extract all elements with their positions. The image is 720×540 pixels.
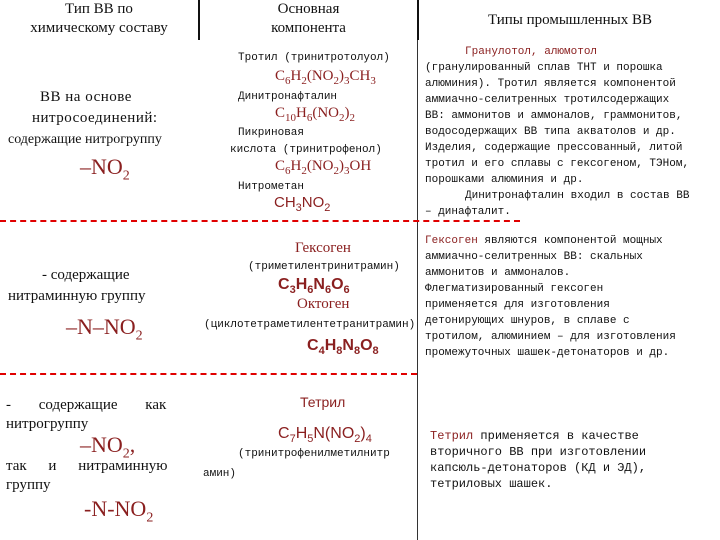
row3-right-lead: Тетрил bbox=[430, 429, 474, 443]
row3-left-group2 bbox=[84, 496, 153, 526]
row2-right-line-3: Флегматизированный гексоген bbox=[425, 283, 604, 295]
header-industrial-types: Типы промышленных ВВ bbox=[487, 12, 653, 28]
row2-group-text: –N–NO bbox=[66, 314, 136, 339]
row1-right-line-6: Изделия, содержащие прессованный, литой bbox=[425, 142, 683, 154]
row1-left-subtitle: содержащие нитрогруппу bbox=[8, 132, 162, 147]
row2-right-line-4: применяется для изготовления bbox=[425, 299, 610, 311]
row2-right-line-6: тротилом, алюминием – для изготовления bbox=[425, 331, 676, 343]
row1-mid-formula-3: $CH_3NO_2$ bbox=[274, 194, 331, 214]
header-col2-line2: компонента bbox=[271, 20, 346, 36]
row2-group-sub: 2 bbox=[135, 328, 143, 344]
row1-mid-formula-0: $C_6H_2(NO_2)_3CH_3$ bbox=[275, 68, 376, 87]
row2-right-line-0-wrap bbox=[425, 233, 712, 249]
row3-right-line-0-wrap bbox=[430, 428, 710, 444]
row1-right-line-1: (гранулированный сплав ТНТ и порошка bbox=[425, 62, 663, 74]
row1-mid-name-2: Пикриновая bbox=[238, 127, 305, 139]
row3-mid-desc: (тринитрофенилметилнитр bbox=[238, 448, 390, 460]
row2-left-subtitle bbox=[8, 265, 146, 307]
row1-mid-formula-2: $C_6H_2(NO_2)_3OH$ bbox=[275, 158, 372, 177]
row1-mid-name-1: Динитронафталин bbox=[238, 91, 338, 103]
row3-mid-desc2: амин) bbox=[203, 468, 237, 480]
row3-right-line-0: применяется в качестве bbox=[480, 429, 639, 443]
row1-left-title bbox=[32, 87, 158, 129]
row2-mid-formula-1: $C_4H_8N_8O_8$ bbox=[307, 337, 379, 358]
row1-left-title-line2: нитросоединений: bbox=[32, 110, 158, 126]
row1-right-line-9: Динитронафталин входил в состав ВВ bbox=[465, 190, 690, 202]
row1-group-sub: 2 bbox=[122, 168, 130, 184]
row3-mid-name: Тетрил bbox=[300, 394, 346, 410]
header-col1-line2: химическому составу bbox=[30, 20, 168, 36]
row3-mid-formula: $C_7H_5N(NO_2)_4$ bbox=[278, 425, 372, 446]
row2-right-lead: Гексоген bbox=[425, 235, 478, 247]
row1-left-group bbox=[80, 154, 130, 184]
row1-right-line-8: порошками алюминия и др. bbox=[425, 174, 584, 186]
row2-left-sub-line2: нитраминную группу bbox=[8, 288, 146, 304]
row1-mid-name-2b: кислота (тринитрофенол) bbox=[230, 144, 382, 156]
row3-right-line-3: тетриловых шашек. bbox=[430, 477, 553, 491]
row3-group-sub: 2 bbox=[122, 446, 130, 462]
header-type-by-composition bbox=[0, 0, 198, 38]
row2-right-text bbox=[425, 233, 712, 361]
row1-right-line-10: – динафталит. bbox=[425, 206, 511, 218]
row1-right-line-0: Гранулотол, алюмотол bbox=[465, 46, 598, 58]
row3-right-text bbox=[430, 428, 710, 492]
row2-right-line-0: являются компонентой мощных bbox=[484, 235, 663, 247]
row-divider-right bbox=[417, 40, 418, 540]
row-divider-1 bbox=[0, 220, 520, 222]
row3-left-sub-line2: нитрогруппу bbox=[6, 416, 89, 432]
row2-mid-name-0: Гексоген bbox=[295, 240, 351, 256]
row2-mid-formula-0: $C_3H_6N_6O_6$ bbox=[278, 276, 350, 297]
row3-group-text: –NO bbox=[80, 432, 123, 457]
row3-right-line-2: капсюль-детонаторов (КД и ЭД), bbox=[430, 461, 647, 475]
row2-mid-desc-0: (триметилентринитрамин) bbox=[248, 261, 400, 273]
header-main-component bbox=[200, 0, 417, 38]
row2-left-sub-line1: - содержащие bbox=[42, 267, 130, 283]
row1-right-line-2: алюминия). Тротил является компонентой bbox=[425, 78, 676, 90]
row1-right-line-7: тротил и его сплавы с гексогеном, ТЭНом, bbox=[425, 158, 690, 170]
header-col2-line1: Основная bbox=[277, 1, 340, 17]
row3-left-subtitle bbox=[6, 396, 194, 434]
row1-right-line-3: аммиачно-селитренных тротилсодержащих bbox=[425, 94, 670, 106]
row2-right-line-1: аммиачно-селитренных ВВ: скальных bbox=[425, 251, 643, 263]
row1-mid-name-0: Тротил (тринитротолуол) bbox=[238, 52, 390, 64]
row3-right-line-1: вторичного ВВ при изготовлении bbox=[430, 445, 647, 459]
row1-group-text: –NO bbox=[80, 154, 123, 179]
row3-left-sub-line1: - содержащие как bbox=[6, 397, 167, 413]
row3-group2-text: -N-NO bbox=[84, 496, 147, 521]
row1-right-line-5: водосодержащих ВВ типа акватолов и др. bbox=[425, 126, 676, 138]
row2-mid-name-1: Октоген bbox=[297, 296, 350, 312]
row1-mid-formula-1: $C_{10}H_6(NO_2)_2$ bbox=[275, 105, 356, 124]
row2-mid-desc-1: (циклотетраметилентетранитрамин) bbox=[204, 319, 416, 331]
header-divider-right bbox=[417, 0, 419, 40]
row1-left-title-line1: ВВ на основе bbox=[40, 89, 132, 105]
row3-left-sub2-line2: группу bbox=[6, 477, 51, 493]
row3-group-comma: , bbox=[129, 432, 136, 457]
row2-right-line-5: детонирующих шнуров, в сплаве с bbox=[425, 315, 630, 327]
row2-left-group bbox=[66, 314, 143, 344]
row1-right-text bbox=[425, 44, 712, 220]
row2-right-line-7: промежуточных шашек-детонаторов и др. bbox=[425, 347, 670, 359]
row3-left-subtitle2 bbox=[6, 457, 201, 495]
row2-right-line-2: аммонитов и аммоналов. bbox=[425, 267, 571, 279]
header-col1-line1: Тип ВВ по bbox=[65, 1, 133, 17]
row3-group2-sub: 2 bbox=[146, 510, 154, 526]
row1-mid-name-3: Нитрометан bbox=[238, 181, 305, 193]
row-divider-2 bbox=[0, 373, 417, 375]
row1-right-line-4: ВВ: аммонитов и аммоналов, граммонитов, bbox=[425, 110, 683, 122]
row3-left-sub2-line1: так и нитраминную bbox=[6, 458, 168, 474]
